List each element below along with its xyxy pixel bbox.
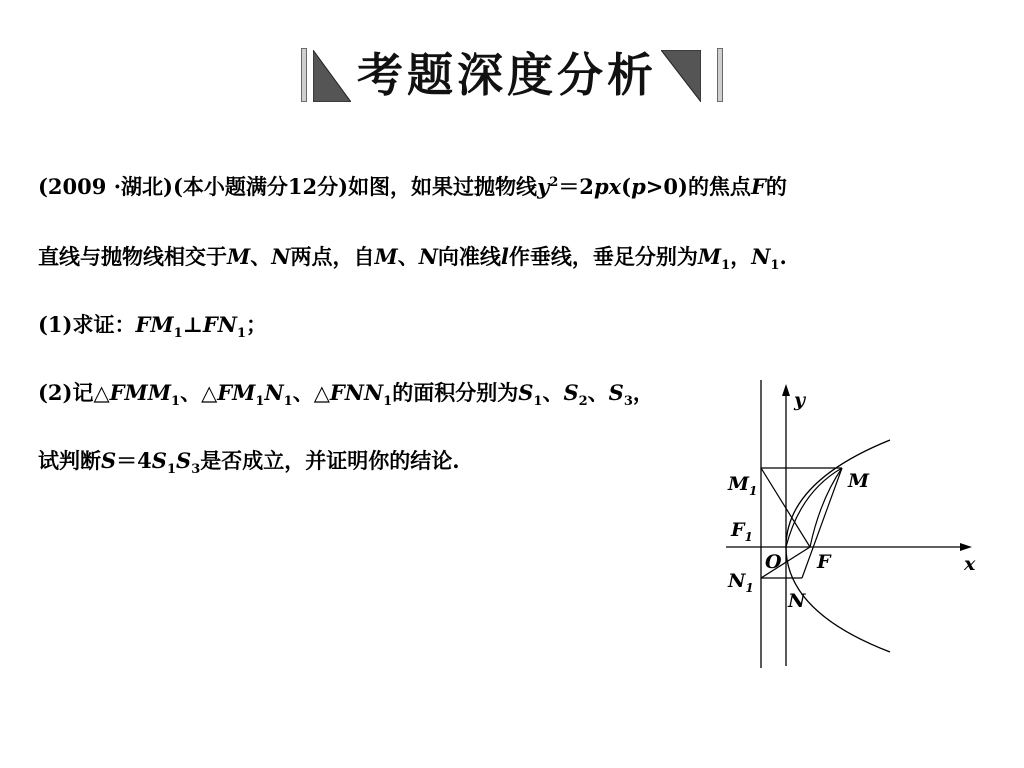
problem-line-1 [38,172,787,202]
punctuation: . [779,244,787,269]
header-right-triangle [661,50,701,102]
math-var: N [271,244,291,269]
label-N1-main: N [728,570,746,592]
math-var: FM [135,312,174,337]
math-var: S [176,448,192,473]
math-subscript: 2 [578,394,588,409]
math-subscript: 1 [171,394,181,409]
math-subscript: 1 [770,258,780,273]
math-var: FM [217,380,256,405]
math-eq: ＝2 [558,174,594,199]
math-subscript: 1 [383,394,393,409]
label-N: N [788,590,806,612]
math-var: N [264,380,284,405]
math-var: N [751,244,771,269]
math-var: p [631,174,646,199]
header-right-bar [717,48,723,102]
header-left-bar [301,48,307,102]
math-var: S [608,380,624,405]
problem-text: 作垂线，垂足分别为 [508,244,698,269]
question-label: (2)记△ [38,380,110,405]
problem-text: 试判断 [38,448,101,473]
math-var: F [750,174,766,199]
label-M1 [727,473,757,498]
math-var: N [418,244,438,269]
math-subscript: 1 [236,326,247,341]
problem-score: (本小题满分12分) [172,174,349,199]
label-M1-sub: 1 [749,484,758,498]
math-subscript: 1 [533,394,543,409]
label-F1-sub: 1 [744,530,753,544]
problem-text: 两点，自 [290,244,375,269]
math-subscript: 1 [173,326,183,341]
problem-line-5 [38,446,460,476]
y-axis-arrow [782,384,790,396]
label-O: O [765,551,782,573]
separator: 、 [397,244,419,269]
problem-text: 向准线 [437,244,501,269]
label-M1-main: M [728,473,750,495]
problem-line-3 [38,310,267,340]
math-paren: ( [621,174,632,199]
math-condition: >0) [645,174,688,199]
math-subscript: 1 [166,462,177,477]
problem-text: 的面积分别为 [392,380,519,405]
math-subscript: 1 [283,394,293,409]
page-title: 考题深度分析 [357,48,657,102]
label-M: M [848,470,870,492]
math-subscript: 1 [721,258,731,273]
punctuation: ； [246,312,268,337]
label-y: y [794,389,806,411]
math-var: l [500,244,509,269]
math-eq: ＝4 [116,448,152,473]
problem-text: 的 [765,174,787,199]
label-F: F [817,551,831,573]
math-var: x [608,174,622,199]
math-var: FMM [109,380,172,405]
slide-header [0,44,1024,108]
label-x: x [964,553,976,575]
math-var: y [537,174,550,199]
math-var: M [697,244,722,269]
parabola-figure [720,380,990,670]
math-subscript: 3 [623,394,633,409]
math-var: FNN [329,380,384,405]
label-N1 [727,570,754,595]
punctuation: ， [632,380,654,405]
math-var: S [101,448,117,473]
math-var: M [374,244,398,269]
separator: 、 [250,244,272,269]
question-label: (1)求证： [38,312,136,337]
math-var: FN [202,312,237,337]
math-var: S [563,380,579,405]
separator: ， [730,244,752,269]
problem-text: 是否成立，并证明你的结论. [200,448,460,473]
label-F1 [730,519,753,544]
header-left-triangle [313,50,351,102]
x-axis-arrow [960,543,972,551]
problem-text: 如图，如果过抛物线 [348,174,538,199]
label-F1-main: F [731,519,745,541]
problem-line-4 [38,378,654,408]
math-subscript: 3 [191,462,201,477]
parabola-curve [786,440,890,652]
separator: 、△ [180,380,218,405]
math-var: S [151,448,167,473]
problem-text: 直线与抛物线相交于 [38,244,227,269]
problem-line-2 [38,242,787,272]
math-var: p [593,174,609,199]
curve-OM [786,468,842,547]
problem-text: 的焦点 [687,174,751,199]
label-N1-sub: 1 [745,581,754,595]
math-exponent: 2 [549,175,559,190]
perpendicular-symbol: ⊥ [182,312,203,337]
problem-source: (2009 ·湖北) [38,174,173,199]
math-subscript: 1 [255,394,265,409]
separator: 、 [587,380,609,405]
math-var: S [518,380,534,405]
parabola-diagram [720,380,990,670]
math-var: M [227,244,251,269]
separator: 、△ [292,380,330,405]
separator: 、 [542,380,564,405]
